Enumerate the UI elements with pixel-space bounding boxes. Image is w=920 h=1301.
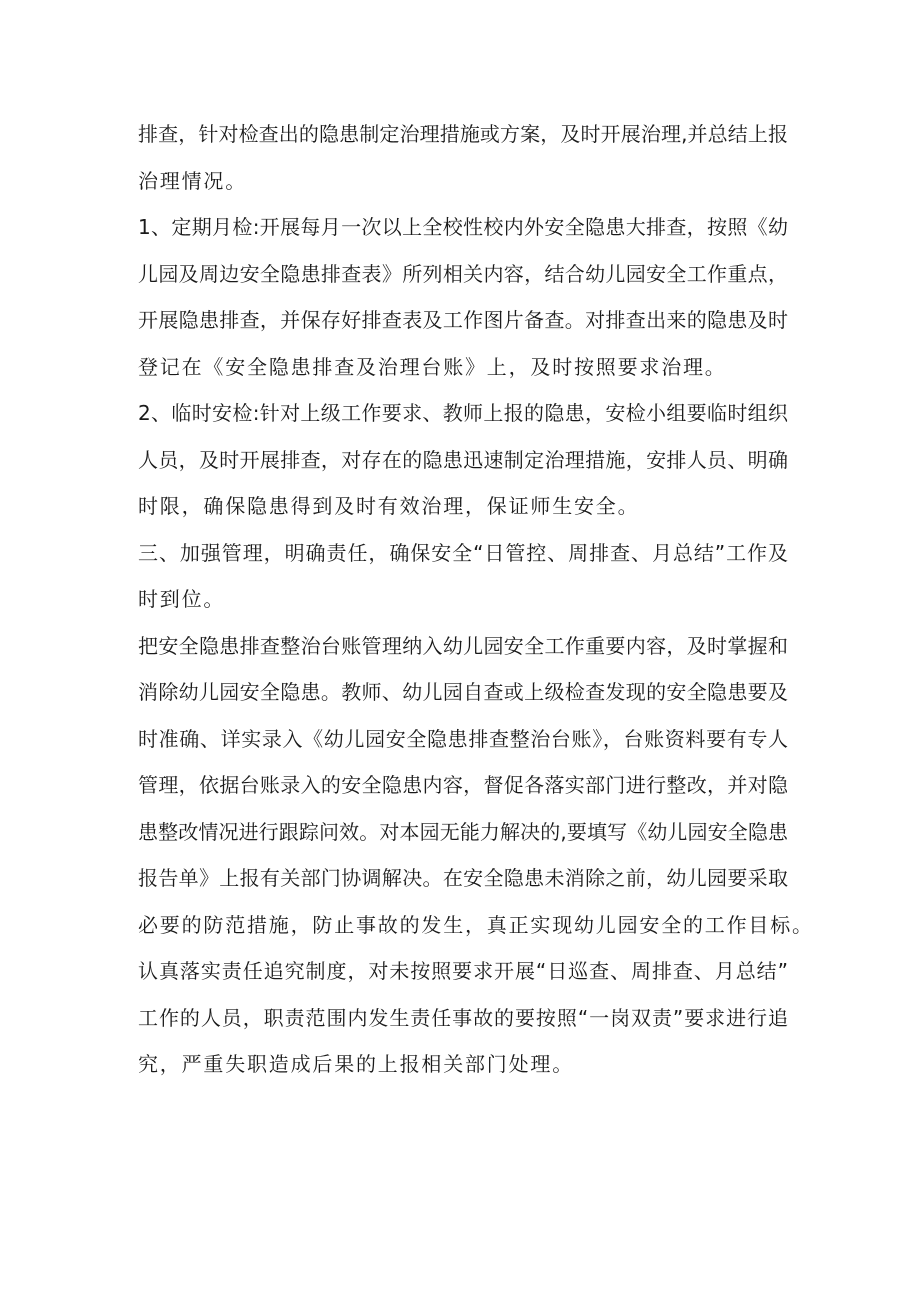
text-line-19: 认真落实责任追究制度，对未按照要求开展“日巡查、周排查、月总结” — [138, 959, 788, 983]
text-line-8: 人员，及时开展排查，对存在的隐患迅速制定治理措施，安排人员、明确 — [138, 447, 788, 472]
text-line-10: 三、加强管理，明确责任，确保安全“日管控、周排查、月总结”工作及 — [138, 540, 788, 565]
text-line-14: 时准确、详实录入《幼儿园安全隐患排查整治台账》，台账资料要有专人 — [138, 726, 788, 751]
text-line-18: 必要的防范措施，防止事故的发生，真正实现幼儿园安全的工作目标。 — [138, 912, 814, 937]
text-line-15: 管理，依据台账录入的安全隐患内容，督促各落实部门进行整改，并对隐 — [138, 773, 788, 797]
text-line-2: 治理情况。 — [138, 168, 247, 193]
text-line-13: 消除幼儿园安全隐患。教师、幼儿园自查或上级检查发现的安全隐患要及 — [138, 680, 788, 704]
text-line-6: 登记在《安全隐患排查及治理台账》上，及时按照要求治理。 — [138, 354, 727, 379]
text-line-7: 2、临时安检:针对上级工作要求、教师上报的隐患，安检小组要临时组织 — [138, 401, 788, 425]
text-line-11: 时到位。 — [138, 587, 226, 611]
text-line-20: 工作的人员，职责范围内发生责任事故的要按照“一岗双责”要求进行追 — [138, 1005, 788, 1030]
text-line-5: 开展隐患排查，并保存好排查表及工作图片备查。对排查出来的隐患及时 — [138, 308, 788, 332]
text-line-12: 把安全隐患排查整治台账管理纳入幼儿园安全工作重要内容，及时掌握和 — [138, 633, 788, 658]
body-text — [138, 117, 814, 1094]
text-line-4: 儿园及周边安全隐患排查表》所列相关内容，结合幼儿园安全工作重点， — [138, 261, 788, 286]
text-line-16: 患整改情况进行跟踪问效。对本园无能力解决的,要填写《幼儿园安全隐患 — [138, 819, 788, 844]
text-line-1: 排查，针对检查出的隐患制定治理措施或方案，及时开展治理,并总结上报 — [138, 122, 788, 146]
text-line-9: 时限，确保隐患得到及时有效治理，保证师生安全。 — [138, 494, 640, 518]
text-line-3: 1、定期月检:开展每月一次以上全校性校内外安全隐患大排查，按照《幼 — [138, 215, 788, 239]
text-line-21: 究，严重失职造成后果的上报相关部门处理。 — [138, 1052, 574, 1076]
text-line-17: 报告单》上报有关部门协调解决。在安全隐患未消除之前，幼儿园要采取 — [138, 866, 788, 890]
